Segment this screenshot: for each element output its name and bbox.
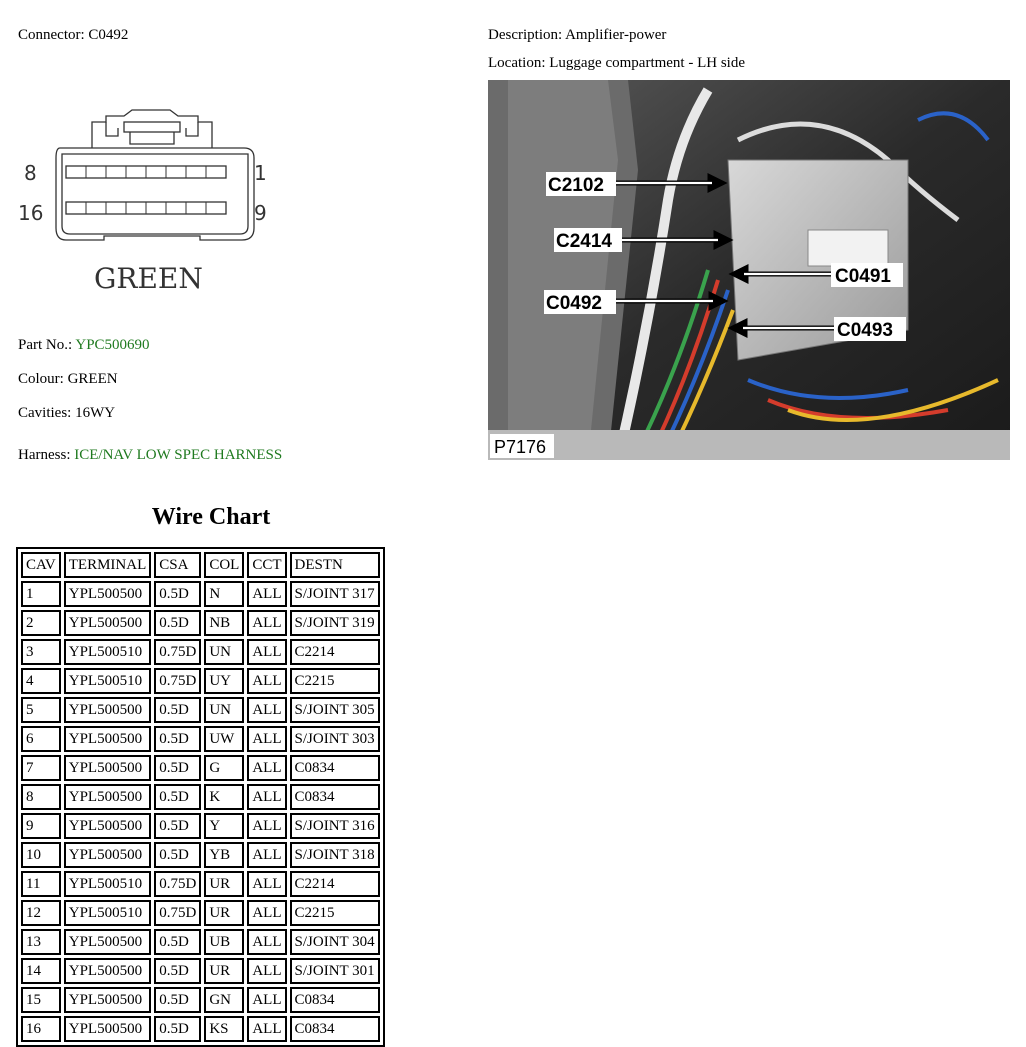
cell-csa: 0.5D [154, 784, 201, 810]
cell-col: YB [204, 842, 244, 868]
wire-chart-table [16, 547, 385, 1047]
cell-destn: S/JOINT 318 [290, 842, 380, 868]
cell-cct: ALL [247, 1016, 286, 1042]
cavities-line [18, 405, 115, 422]
pin-label-8: 8 [24, 161, 37, 185]
cell-destn: C2214 [290, 871, 380, 897]
cell-terminal: YPL500500 [64, 842, 152, 868]
cell-cav: 1 [21, 581, 61, 607]
callout-c0491: C0491 [835, 266, 891, 287]
col-header-terminal: TERMINAL [64, 552, 152, 578]
cell-terminal: YPL500500 [64, 958, 152, 984]
cell-col: K [204, 784, 244, 810]
cell-cct: ALL [247, 813, 286, 839]
cell-cav: 2 [21, 610, 61, 636]
cavities-label: Cavities: [18, 405, 72, 421]
cell-col: UY [204, 668, 244, 694]
cell-col: UW [204, 726, 244, 752]
part-no-line [18, 337, 150, 354]
table-header-row [21, 552, 380, 578]
cell-col: UN [204, 697, 244, 723]
description-value: Amplifier-power [565, 27, 667, 43]
table-row [21, 929, 380, 955]
colour-value: GREEN [67, 371, 118, 387]
cell-cav: 7 [21, 755, 61, 781]
table-row [21, 581, 380, 607]
table-row [21, 755, 380, 781]
table-row [21, 958, 380, 984]
cell-csa: 0.75D [154, 871, 201, 897]
table-row [21, 1016, 380, 1042]
cell-csa: 0.5D [154, 987, 201, 1013]
pin-label-16: 16 [18, 201, 44, 225]
cell-col: UR [204, 900, 244, 926]
col-header-cav: CAV [21, 552, 61, 578]
cell-csa: 0.75D [154, 900, 201, 926]
location-photo [488, 80, 1010, 460]
cell-destn: C0834 [290, 755, 380, 781]
col-header-csa: CSA [154, 552, 201, 578]
cell-cct: ALL [247, 668, 286, 694]
table-row [21, 784, 380, 810]
cell-terminal: YPL500500 [64, 987, 152, 1013]
cell-csa: 0.5D [154, 755, 201, 781]
cell-destn: S/JOINT 319 [290, 610, 380, 636]
cell-terminal: YPL500510 [64, 639, 152, 665]
table-row [21, 668, 380, 694]
cavities-value: 16WY [75, 405, 116, 421]
harness-line [18, 447, 282, 464]
part-no-link[interactable]: YPC500690 [75, 337, 150, 353]
cell-cav: 3 [21, 639, 61, 665]
colour-label: Colour: [18, 371, 64, 387]
location-line [488, 55, 745, 72]
cell-cav: 13 [21, 929, 61, 955]
cell-terminal: YPL500510 [64, 900, 152, 926]
cell-terminal: YPL500500 [64, 581, 152, 607]
table-row [21, 697, 380, 723]
cell-terminal: YPL500500 [64, 755, 152, 781]
cell-cav: 9 [21, 813, 61, 839]
cell-terminal: YPL500500 [64, 726, 152, 752]
harness-label: Harness: [18, 447, 71, 463]
pin-label-9: 9 [254, 201, 267, 225]
callout-c2102: C2102 [548, 175, 604, 196]
cell-destn: S/JOINT 305 [290, 697, 380, 723]
table-row [21, 813, 380, 839]
col-header-col: COL [204, 552, 244, 578]
cell-col: N [204, 581, 244, 607]
table-row [21, 900, 380, 926]
cell-col: UR [204, 871, 244, 897]
cell-cct: ALL [247, 842, 286, 868]
cell-cct: ALL [247, 726, 286, 752]
table-row [21, 726, 380, 752]
col-header-cct: CCT [247, 552, 286, 578]
cell-cav: 4 [21, 668, 61, 694]
cell-terminal: YPL500500 [64, 929, 152, 955]
col-header-destn: DESTN [290, 552, 380, 578]
table-row [21, 871, 380, 897]
cell-cct: ALL [247, 958, 286, 984]
location-value: Luggage compartment - LH side [549, 55, 746, 71]
table-row [21, 639, 380, 665]
cell-cav: 15 [21, 987, 61, 1013]
cell-csa: 0.75D [154, 639, 201, 665]
cell-cct: ALL [247, 929, 286, 955]
cell-cav: 14 [21, 958, 61, 984]
cell-terminal: YPL500510 [64, 668, 152, 694]
description-label: Description: [488, 27, 563, 43]
connector-face-drawing [14, 108, 304, 308]
cell-cct: ALL [247, 581, 286, 607]
cell-csa: 0.5D [154, 1016, 201, 1042]
cell-destn: S/JOINT 303 [290, 726, 380, 752]
colour-line [18, 371, 118, 388]
table-row [21, 987, 380, 1013]
connector-label: Connector: [18, 27, 85, 43]
cell-destn: C2215 [290, 668, 380, 694]
cell-col: UN [204, 639, 244, 665]
cell-destn: S/JOINT 304 [290, 929, 380, 955]
cell-cct: ALL [247, 871, 286, 897]
table-row [21, 842, 380, 868]
figure-id: P7176 [494, 437, 547, 457]
callout-c0492: C0492 [546, 293, 602, 314]
cell-col: KS [204, 1016, 244, 1042]
cell-cct: ALL [247, 784, 286, 810]
cell-col: NB [204, 610, 244, 636]
cell-cav: 5 [21, 697, 61, 723]
table-row [21, 610, 380, 636]
cell-cav: 12 [21, 900, 61, 926]
cell-cct: ALL [247, 697, 286, 723]
cell-destn: C0834 [290, 1016, 380, 1042]
cell-destn: C0834 [290, 987, 380, 1013]
cell-terminal: YPL500500 [64, 610, 152, 636]
cell-terminal: YPL500500 [64, 697, 152, 723]
cell-terminal: YPL500500 [64, 1016, 152, 1042]
cell-cav: 11 [21, 871, 61, 897]
cell-cct: ALL [247, 755, 286, 781]
cell-cav: 8 [21, 784, 61, 810]
cell-csa: 0.5D [154, 929, 201, 955]
callout-c2414: C2414 [556, 231, 612, 252]
cell-csa: 0.5D [154, 581, 201, 607]
cell-csa: 0.5D [154, 958, 201, 984]
cell-destn: C2215 [290, 900, 380, 926]
cell-destn: C2214 [290, 639, 380, 665]
cell-destn: S/JOINT 316 [290, 813, 380, 839]
cell-col: Y [204, 813, 244, 839]
cell-terminal: YPL500500 [64, 784, 152, 810]
cell-csa: 0.5D [154, 726, 201, 752]
location-label: Location: [488, 55, 546, 71]
cell-csa: 0.5D [154, 813, 201, 839]
cell-destn: S/JOINT 317 [290, 581, 380, 607]
cell-cct: ALL [247, 987, 286, 1013]
connector-value: C0492 [88, 27, 129, 43]
cell-cav: 10 [21, 842, 61, 868]
cell-col: GN [204, 987, 244, 1013]
cell-col: G [204, 755, 244, 781]
cell-terminal: YPL500500 [64, 813, 152, 839]
cell-cct: ALL [247, 639, 286, 665]
callout-c0493: C0493 [837, 320, 893, 341]
drawing-colour-caption: GREEN [94, 262, 203, 295]
harness-link[interactable]: ICE/NAV LOW SPEC HARNESS [74, 447, 283, 463]
cell-destn: S/JOINT 301 [290, 958, 380, 984]
cell-cav: 6 [21, 726, 61, 752]
cell-cct: ALL [247, 900, 286, 926]
cell-cav: 16 [21, 1016, 61, 1042]
cell-col: UB [204, 929, 244, 955]
cell-csa: 0.5D [154, 842, 201, 868]
wire-chart-body [21, 581, 380, 1042]
connector-line [18, 27, 128, 44]
cell-csa: 0.5D [154, 697, 201, 723]
part-no-label: Part No.: [18, 337, 73, 353]
cell-csa: 0.5D [154, 610, 201, 636]
cell-csa: 0.75D [154, 668, 201, 694]
description-line [488, 27, 666, 44]
pin-label-1: 1 [254, 161, 267, 185]
cell-destn: C0834 [290, 784, 380, 810]
cell-cct: ALL [247, 610, 286, 636]
cell-col: UR [204, 958, 244, 984]
cell-terminal: YPL500510 [64, 871, 152, 897]
wire-chart-title: Wire Chart [151, 504, 271, 530]
